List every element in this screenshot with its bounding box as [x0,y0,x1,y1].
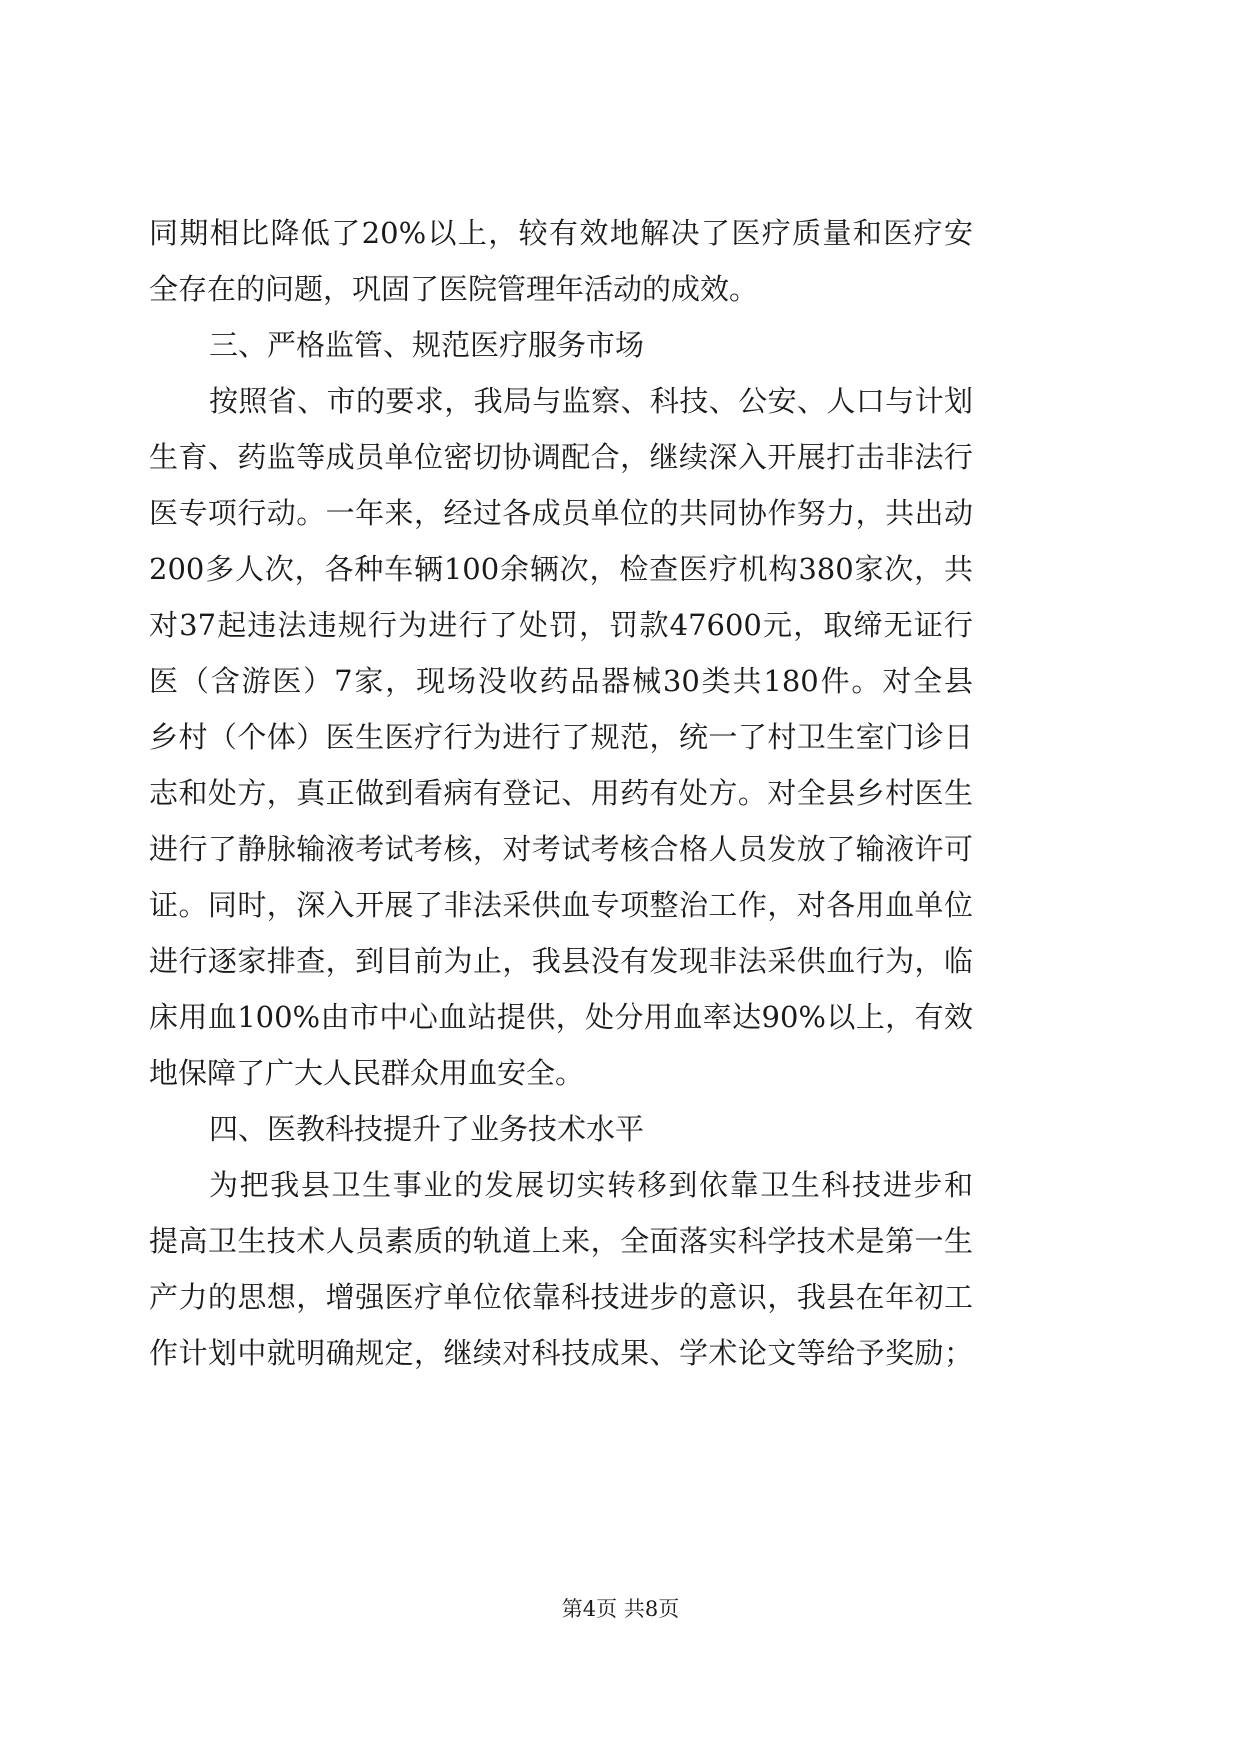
text-line: 进行了静脉输液考试考核，对考试考核合格人员发放了输液许可 [149,832,973,866]
page-footer [0,1594,1241,1624]
text-line: 医专项行动。一年来，经过各成员单位的共同协作努力，共出动 [149,496,973,530]
text-line: 生育、药监等成员单位密切协调配合，继续深入开展打击非法行 [149,440,973,474]
text-line: 200多人次，各种车辆100余辆次，检查医疗机构380家次，共 [149,552,973,586]
text-line: 产力的思想，增强医疗单位依靠科技进步的意识，我县在年初工 [149,1280,973,1314]
section-heading: 三、严格监管、规范医疗服务市场 [209,328,645,362]
text-line: 证。同时，深入开展了非法采供血专项整治工作，对各用血单位 [149,888,973,922]
text-line: 床用血100%由市中心血站提供，处分用血率达90%以上，有效 [149,1000,973,1034]
text-line: 对37起违法违规行为进行了处罚，罚款47600元，取缔无证行 [149,608,973,642]
text-line: 进行逐家排查，到目前为止，我县没有发现非法采供血行为，临 [149,944,973,978]
text-line: 作计划中就明确规定，继续对科技成果、学术论文等给予奖励； [149,1336,973,1370]
text-line: 志和处方，真正做到看病有登记、用药有处方。对全县乡村医生 [149,776,973,810]
text-line: 全存在的问题，巩固了医院管理年活动的成效。 [149,272,759,306]
section-heading: 四、医教科技提升了业务技术水平 [209,1112,645,1146]
text-line: 按照省、市的要求，我局与监察、科技、公安、人口与计划 [209,384,973,418]
text-line: 提高卫生技术人员素质的轨道上来，全面落实科学技术是第一生 [149,1224,973,1258]
page-number: 第4页 共8页 [561,1597,680,1621]
text-line: 为把我县卫生事业的发展切实转移到依靠卫生科技进步和 [209,1168,973,1202]
text-line: 同期相比降低了20%以上，较有效地解决了医疗质量和医疗安 [149,216,973,250]
text-line: 地保障了广大人民群众用血安全。 [149,1056,585,1090]
text-line: 乡村（个体）医生医疗行为进行了规范，统一了村卫生室门诊日 [149,720,973,754]
text-line: 医（含游医）7家，现场没收药品器械30类共180件。对全县 [149,664,973,698]
